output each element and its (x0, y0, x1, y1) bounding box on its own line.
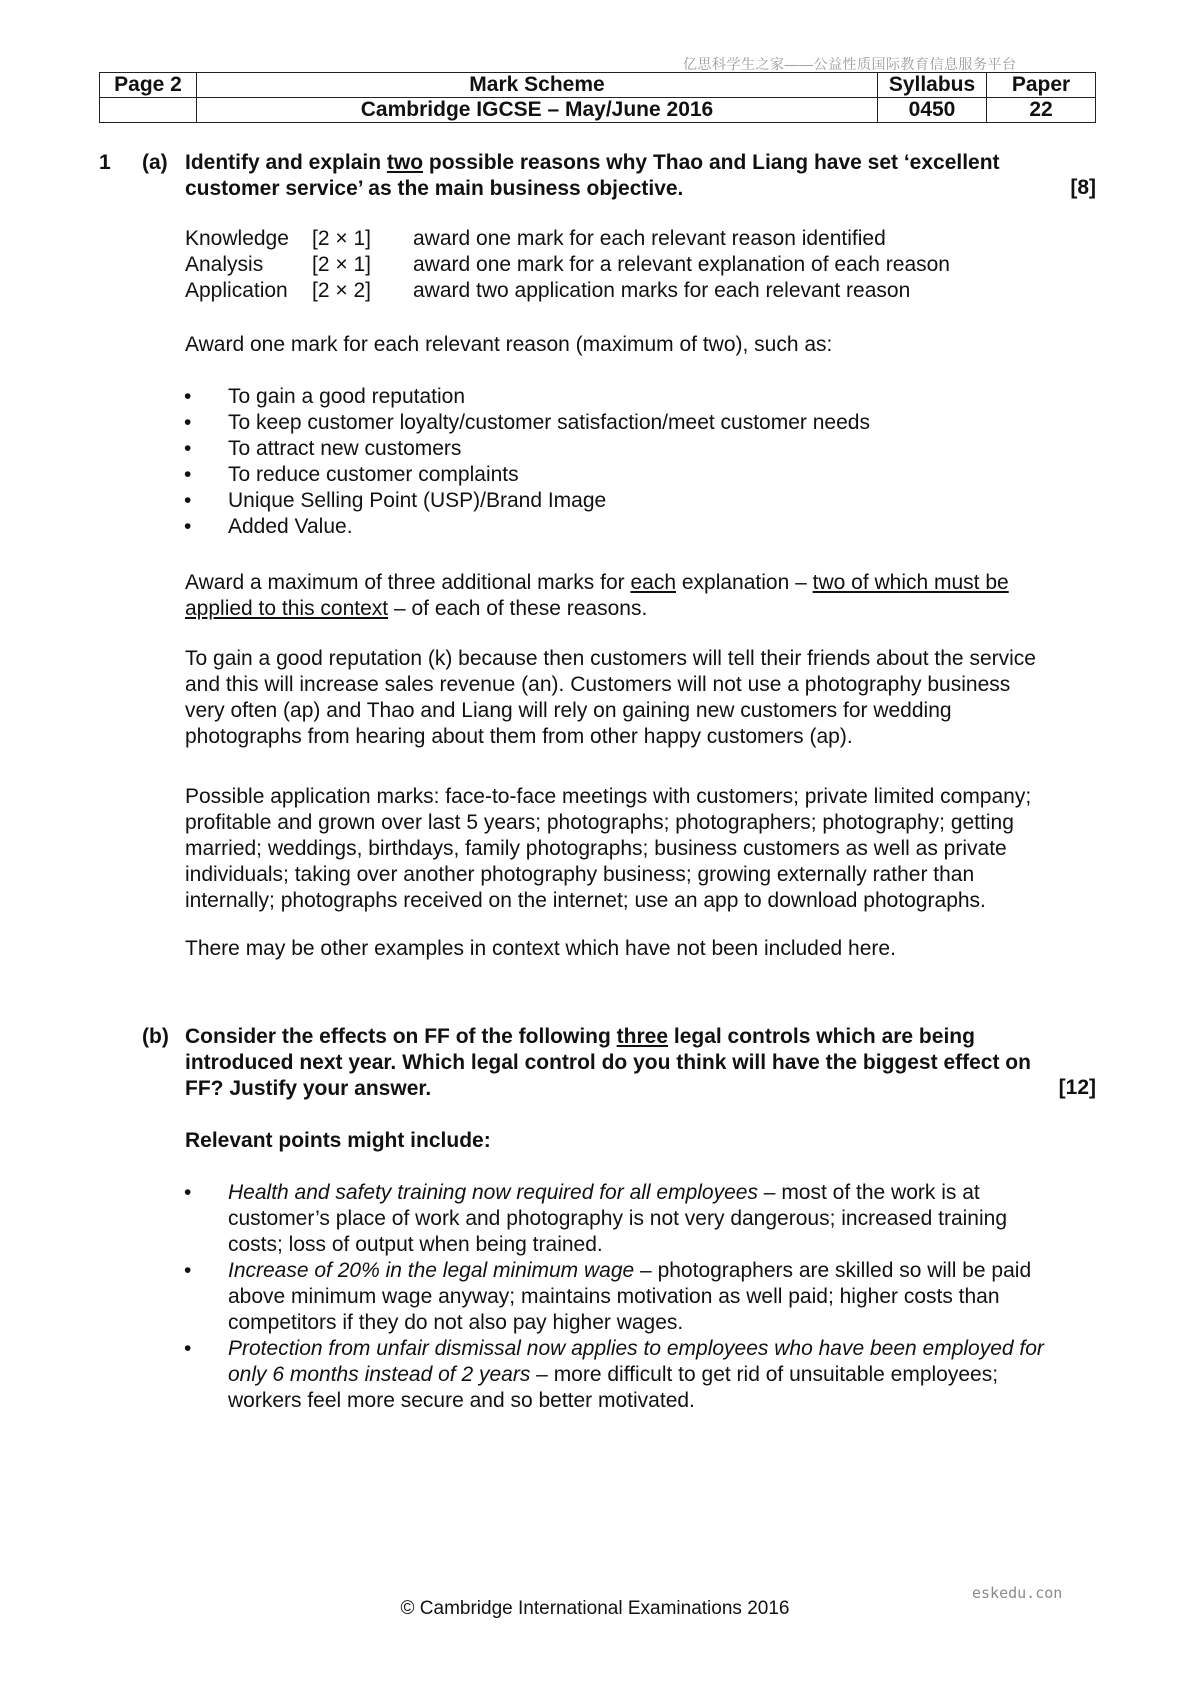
list-item: • To gain a good reputation (184, 385, 466, 408)
list-item: • Increase of 20% in the legal minimum wage – photographers are skilled so will be paid above minimum wage anyway; maintains motivation as well paid; higher costs than competitors if they do not also pay higher wages. (184, 1259, 1032, 1334)
header-syllabus-label: Syllabus (878, 73, 987, 98)
header-blank (100, 98, 197, 123)
award-max: Award a maximum of three additional marks for each explanation – two of which must be applied to this context – of each of these reasons. (185, 571, 1009, 620)
question-number: 1 (99, 151, 111, 174)
footer-copyright: © Cambridge International Examinations 2016 (400, 1598, 790, 1619)
header-paper-label: Paper (987, 73, 1096, 98)
part-a-label: (a) (142, 151, 168, 174)
list-item: • To keep customer loyalty/customer satisfaction/meet customer needs (184, 411, 870, 434)
points-list (184, 1180, 1098, 1414)
part-a-marks: [8] (1070, 176, 1096, 199)
list-item: • Health and safety training now required for all employees – most of the work is at customer’s place of work and photography is not very dangerous; increased training costs; loss of output when being trained. (184, 1181, 1007, 1256)
list-item: • Unique Selling Point (USP)/Brand Image (184, 489, 607, 512)
header-paper: 22 (987, 98, 1096, 123)
list-item: • Added Value. (184, 515, 353, 538)
watermark-bottom: eskedu.con (972, 1584, 1063, 1602)
other-examples: There may be other examples in context which have not been included here. (185, 937, 896, 960)
header-exam: Cambridge IGCSE – May/June 2016 (197, 98, 878, 123)
header-page: Page 2 (100, 73, 197, 98)
part-b-label: (b) (142, 1025, 169, 1048)
award-intro: Award one mark for each relevant reason (maximum of two), such as: (185, 333, 833, 356)
part-b-question: Consider the effects on FF of the following three legal controls which are being introduced next year. Which legal control do you think will have the biggest effect on FF? Justify your answer. (185, 1025, 1031, 1100)
header-syllabus: 0450 (878, 98, 987, 123)
header-title: Mark Scheme (197, 73, 878, 98)
list-item: • To attract new customers (184, 437, 462, 460)
watermark-top: 亿思科学生之家——公益性质国际教育信息服务平台 (683, 56, 1017, 72)
relevant-heading: Relevant points might include: (185, 1129, 491, 1152)
reasons-list (184, 384, 870, 540)
application-paragraph: Possible application marks: face-to-face meetings with customers; private limited company; profitable and grown over last 5 years; photographs; photographers; photography; getting married; weddings, birthdays, family photographs; business customers as well as private individuals; taking over another photography business; growing externally rather than internally; photographs received on the internet; use an app to download photographs. (185, 785, 1032, 912)
part-a-question: Identify and explain two possible reasons why Thao and Liang have set ‘excellent customer service’ as the main business objective. (185, 151, 1000, 200)
list-item: • To reduce customer complaints (184, 463, 519, 486)
part-b-marks: [12] (1058, 1076, 1096, 1099)
list-item: • Protection from unfair dismissal now applies to employees who have been employed for only 6 months instead of 2 years – more difficult to get rid of unsuitable employees; workers feel more secure and so better motivated. (184, 1337, 1044, 1412)
example-paragraph: To gain a good reputation (k) because then customers will tell their friends about the service and this will increase sales revenue (an). Customers will not use a photography business very often (ap) and Thao and Liang will rely on gaining new customers for wedding photographs from hearing about them from other happy customers (ap). (185, 647, 1036, 748)
header-table (99, 72, 1096, 123)
